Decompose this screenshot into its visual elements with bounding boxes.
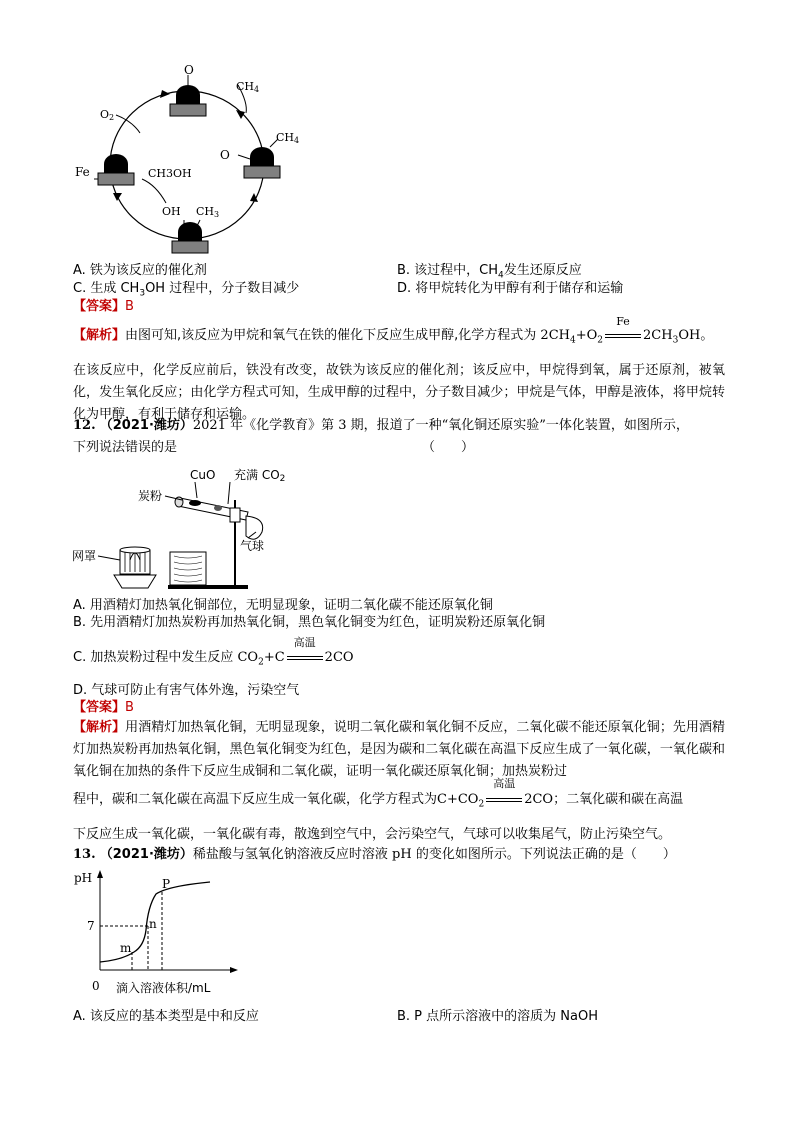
q11-analysis-body: 在该反应中，化学反应前后，铁没有改变，故铁为该反应的催化剂；该反应中，甲烷得到氧，属于还原剂，被氧化，发生氧化反应；由化学方程式可知，生成甲醇的过程中，分子数目减少；甲烷是气体，甲醇是液体，将甲烷转化为甲醇，有利于储存和运输。 (73, 363, 725, 422)
origin-label: 0 (92, 979, 100, 993)
q13-option-a: A. 该反应的基本类型是中和反应 (73, 1009, 259, 1024)
q12-option-b: B. 先用酒精灯加热炭粉再加热氧化铜，黑色氧化铜变为红色，证明炭粉还原氧化铜 (73, 615, 546, 630)
q13-stem: 13. （2021·潍坊）稀盐酸与氢氧化钠溶液反应时溶液 pH 的变化如图所示。下列说法正确的是（ ） (73, 847, 676, 862)
label-ch4-right: CH4 (276, 131, 300, 145)
point-n-label: n (149, 917, 157, 931)
q11-option-d: D. 将甲烷转化为甲醇有利于储存和运输 (397, 281, 624, 296)
fe-site-left (94, 154, 134, 185)
q11-analysis-line1: 【解析】由图可知,该反应为甲烷和氧气在铁的催化下反应生成甲醇,化学方程式为 $2CH_4+O_2$ Fe $2CH_3OH$。 (73, 326, 713, 351)
q13-option-b: B. P 点所示溶液中的溶质为 NaOH (397, 1009, 598, 1024)
q12-option-a: A. 用酒精灯加热氧化铜部位，无明显现象，证明二氧化碳不能还原氧化铜 (73, 598, 493, 613)
label-oh: OH (162, 205, 181, 218)
label-ch3oh: CH3OH (148, 167, 192, 180)
label-cuo: CuO (190, 468, 216, 482)
q11-option-c: C. 生成 $CH_3OH$ 过程中，分子数目减少 (73, 281, 300, 299)
q11-option-a: A. 铁为该反应的催化剂 (73, 263, 207, 278)
q11-option-b: B. 该过程中，$CH_4$发生还原反应 (397, 263, 582, 281)
label-carbon: 炭粉 (138, 489, 163, 503)
fe-site-bottom (172, 220, 208, 253)
q11-answer: 【答案】B (73, 299, 134, 314)
arrowhead-1 (160, 90, 170, 98)
label-ch4-top: CH4 (236, 80, 260, 94)
q11-equation: $2CH_4+O_2$ Fe $2CH_3OH$ (540, 315, 701, 346)
x-axis-label: 滴入溶液体积/mL (116, 981, 211, 995)
q12-analysis: 【解析】用酒精灯加热氧化铜，无明显现象，说明二氧化碳和氧化铜不反应，二氧化碳不能还原氧化铜；先用酒精灯加热炭粉再加热氧化铜，黑色氧化铜变为红色，是因为碳和二氧化碳在高温下反应生成了一氧化碳，一氧化碳和氧化铜在加热的条件下反应生成铜和二氧化碳，证明一氧化碳还原氧化铜；加热炭粉过 (73, 720, 725, 779)
label-fe: Fe (75, 165, 90, 179)
q12-analysis-end: 下反应生成一氧化碳，一氧化碳有毒，散逸到空气中，会污染空气，气球可以收集尾气，防止污染空气。 (73, 827, 672, 842)
tick-7: 7 (87, 919, 95, 933)
q12-option-d: D. 气球可防止有害气体外逸，污染空气 (73, 683, 300, 698)
q12-option-c: C. 加热炭粉过程中发生反应 $CO_2+C$ 高温 2CO (73, 636, 354, 668)
label-mesh: 网罩 (72, 549, 97, 563)
balloon (246, 516, 263, 539)
label-o-right: O (220, 148, 230, 162)
label-o2: O2 (100, 108, 115, 122)
q12-stem: 12. （2021·潍坊）2021 年《化学教育》第 3 期，报道了一种“氧化铜还原实验”一体化装置，如图所示， 下列说法错误的是 （ ） (73, 418, 689, 455)
label-balloon: 气球 (240, 539, 265, 553)
y-axis-label: pH (74, 871, 93, 885)
apparatus-diagram (70, 460, 300, 592)
label-o-top: O (184, 63, 194, 77)
fe-site-right (238, 139, 280, 178)
point-p-label: P (162, 877, 171, 891)
ph-curve-chart (72, 866, 242, 998)
label-ch3: CH3 (196, 205, 220, 219)
arrowhead-4 (113, 193, 122, 201)
alcohol-lamp (114, 547, 156, 588)
q12-answer: 【答案】B (73, 700, 134, 715)
catalytic-cycle-diagram (60, 55, 320, 265)
point-m-label: m (120, 941, 132, 955)
q12-analysis-eq-line: 程中，碳和二氧化碳在高温下反应生成一氧化碳，化学方程式为$C+CO_2$ 高温 2CO；二氧化碳和碳在高温 (73, 777, 684, 810)
fe-site-top (170, 75, 206, 116)
label-co2: 充满 CO2 (234, 468, 286, 484)
